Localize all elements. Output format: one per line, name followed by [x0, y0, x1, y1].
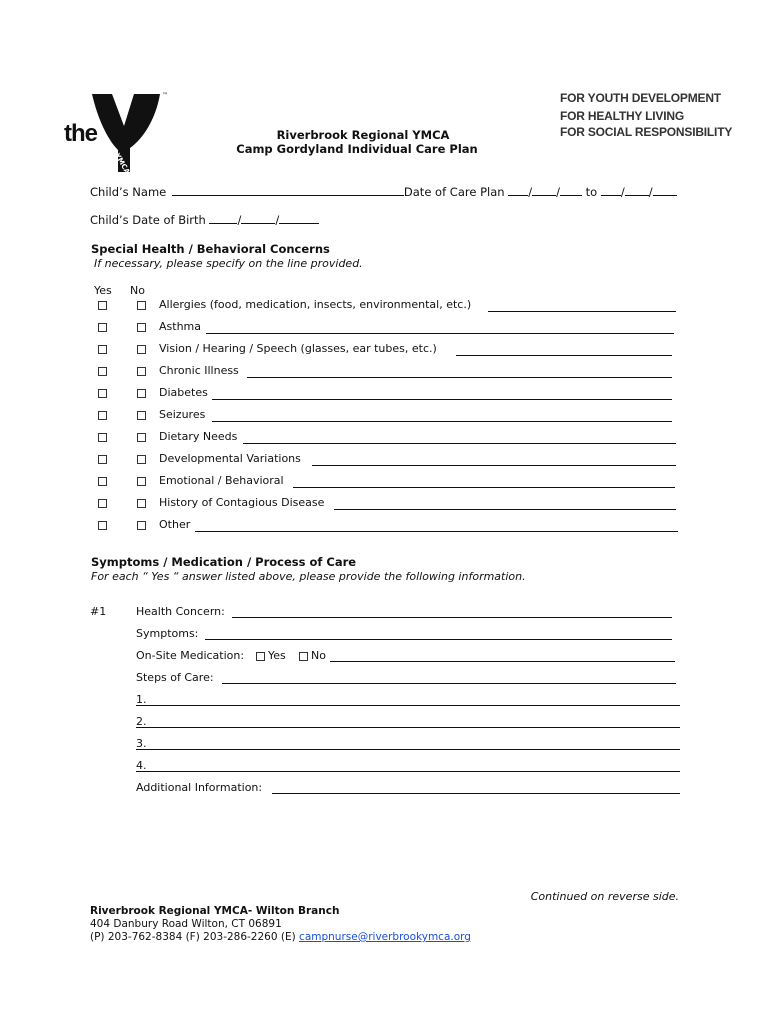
step-1-line[interactable] — [136, 705, 680, 706]
concern-line-chronic[interactable] — [247, 377, 672, 378]
step-3-line[interactable] — [136, 749, 680, 750]
yes-checkbox[interactable] — [98, 301, 107, 310]
yes-checkbox[interactable] — [98, 433, 107, 442]
yes-checkbox[interactable] — [98, 367, 107, 376]
no-checkbox[interactable] — [137, 433, 146, 442]
yes-column-label: Yes — [94, 284, 112, 297]
date-plan-year[interactable] — [560, 195, 582, 196]
no-checkbox[interactable] — [137, 389, 146, 398]
concern-label-chronic: Chronic Illness — [159, 364, 239, 377]
concern-line-seizures[interactable] — [212, 421, 672, 422]
yes-checkbox[interactable] — [98, 323, 107, 332]
onsite-label: On-Site Medication: — [136, 649, 245, 662]
footer-address: 404 Danbury Road Wilton, CT 06891 — [90, 918, 282, 930]
child-name-field[interactable] — [172, 195, 404, 196]
logo-the-word: the — [64, 120, 97, 147]
onsite-no-checkbox[interactable] — [299, 652, 308, 661]
date-sep: / — [648, 185, 653, 199]
step-3-number: 3. — [136, 737, 147, 750]
date-sep: / — [620, 185, 625, 199]
step-1-number: 1. — [136, 693, 147, 706]
step-4-line[interactable] — [136, 771, 680, 772]
footer-email-link[interactable]: campnurse@riverbrookymca.org — [299, 931, 471, 943]
care-number: #1 — [90, 605, 107, 618]
additional-info-label: Additional Information: — [136, 781, 263, 794]
concern-label-emotional: Emotional / Behavioral — [159, 474, 284, 487]
no-checkbox[interactable] — [137, 455, 146, 464]
logo-ymca-small: YMCA — [113, 152, 132, 176]
to-label: to — [585, 185, 598, 199]
dob-day[interactable] — [241, 223, 275, 224]
no-checkbox[interactable] — [137, 499, 146, 508]
page-title: Camp Gordyland Individual Care Plan — [236, 142, 478, 156]
yes-checkbox[interactable] — [98, 389, 107, 398]
concern-line-allergies[interactable] — [488, 311, 676, 312]
no-column-label: No — [130, 284, 145, 297]
concern-label-allergies: Allergies (food, medication, insects, environmental, etc.) — [159, 298, 472, 311]
tagline-social: FOR SOCIAL RESPONSIBILITY — [560, 125, 733, 139]
no-checkbox[interactable] — [137, 411, 146, 420]
onsite-yes-checkbox[interactable] — [256, 652, 265, 661]
concern-label-diabetes: Diabetes — [159, 386, 208, 399]
symptoms-label: Symptoms: — [136, 627, 199, 640]
care-heading: Symptoms / Medication / Process of Care — [91, 555, 357, 569]
concern-line-vision[interactable] — [456, 355, 672, 356]
yes-checkbox[interactable] — [98, 345, 107, 354]
health-concern-label: Health Concern: — [136, 605, 225, 618]
onsite-yes-label: Yes — [268, 649, 286, 662]
steps-label: Steps of Care: — [136, 671, 214, 684]
concern-line-other[interactable] — [195, 531, 678, 532]
yes-checkbox[interactable] — [98, 499, 107, 508]
concern-label-asthma: Asthma — [159, 320, 201, 333]
logo-tm: ™ — [162, 92, 168, 99]
concern-label-developmental: Developmental Variations — [159, 452, 301, 465]
yes-checkbox[interactable] — [98, 521, 107, 530]
concerns-note: If necessary, please specify on the line provided. — [94, 257, 363, 270]
date-to-day[interactable] — [625, 195, 649, 196]
dob-month[interactable] — [209, 223, 237, 224]
dob-label: Child’s Date of Birth — [90, 213, 206, 227]
step-2-line[interactable] — [136, 727, 680, 728]
date-sep: / — [237, 213, 242, 227]
additional-info-line[interactable] — [272, 793, 680, 794]
concern-label-seizures: Seizures — [159, 408, 206, 421]
date-plan-month[interactable] — [508, 195, 528, 196]
concern-label-other: Other — [159, 518, 191, 531]
org-name: Riverbrook Regional YMCA — [276, 128, 450, 142]
child-name-label: Child’s Name — [90, 185, 167, 199]
no-checkbox[interactable] — [137, 301, 146, 310]
no-checkbox[interactable] — [137, 367, 146, 376]
concern-label-vision: Vision / Hearing / Speech (glasses, ear tubes, etc.) — [159, 342, 437, 355]
no-checkbox[interactable] — [137, 477, 146, 486]
concern-line-contagious[interactable] — [334, 509, 676, 510]
concern-line-asthma[interactable] — [206, 333, 674, 334]
concern-line-developmental[interactable] — [312, 465, 676, 466]
symptoms-line[interactable] — [205, 639, 672, 640]
date-sep: / — [556, 185, 560, 199]
concern-label-contagious: History of Contagious Disease — [159, 496, 325, 509]
date-to-month[interactable] — [601, 195, 621, 196]
date-plan-label: Date of Care Plan — [403, 185, 505, 199]
no-checkbox[interactable] — [137, 521, 146, 530]
step-4-number: 4. — [136, 759, 147, 772]
tagline-healthy: FOR HEALTHY LIVING — [560, 109, 684, 123]
yes-checkbox[interactable] — [98, 411, 107, 420]
date-to-year[interactable] — [653, 195, 677, 196]
footer-contact-row — [90, 931, 471, 944]
step-2-number: 2. — [136, 715, 147, 728]
date-sep: / — [528, 185, 533, 199]
concern-line-emotional[interactable] — [293, 487, 675, 488]
date-sep: / — [275, 213, 280, 227]
child-name-row — [90, 185, 677, 199]
footer-branch: Riverbrook Regional YMCA- Wilton Branch — [90, 905, 340, 917]
yes-checkbox[interactable] — [98, 455, 107, 464]
date-plan-day[interactable] — [532, 195, 556, 196]
yes-checkbox[interactable] — [98, 477, 107, 486]
footer-contact: (P) 203-762-8384 (F) 203-286-2260 (E) — [90, 931, 300, 943]
steps-line[interactable] — [222, 683, 676, 684]
dob-year[interactable] — [279, 223, 319, 224]
onsite-no-label: No — [311, 649, 326, 662]
dob-row — [90, 213, 319, 227]
tagline-youth: FOR YOUTH DEVELOPMENT — [560, 91, 721, 105]
footer — [90, 905, 471, 944]
concern-label-dietary: Dietary Needs — [159, 430, 238, 443]
health-concern-line[interactable] — [232, 617, 672, 618]
onsite-line[interactable] — [330, 661, 675, 662]
concern-line-dietary[interactable] — [243, 443, 676, 444]
continued-note: Continued on reverse side. — [530, 890, 679, 903]
no-checkbox[interactable] — [137, 323, 146, 332]
no-checkbox[interactable] — [137, 345, 146, 354]
care-note: For each “ Yes “ answer listed above, please provide the following information. — [91, 570, 526, 583]
concerns-heading: Special Health / Behavioral Concerns — [91, 242, 330, 256]
concern-line-diabetes[interactable] — [212, 399, 672, 400]
